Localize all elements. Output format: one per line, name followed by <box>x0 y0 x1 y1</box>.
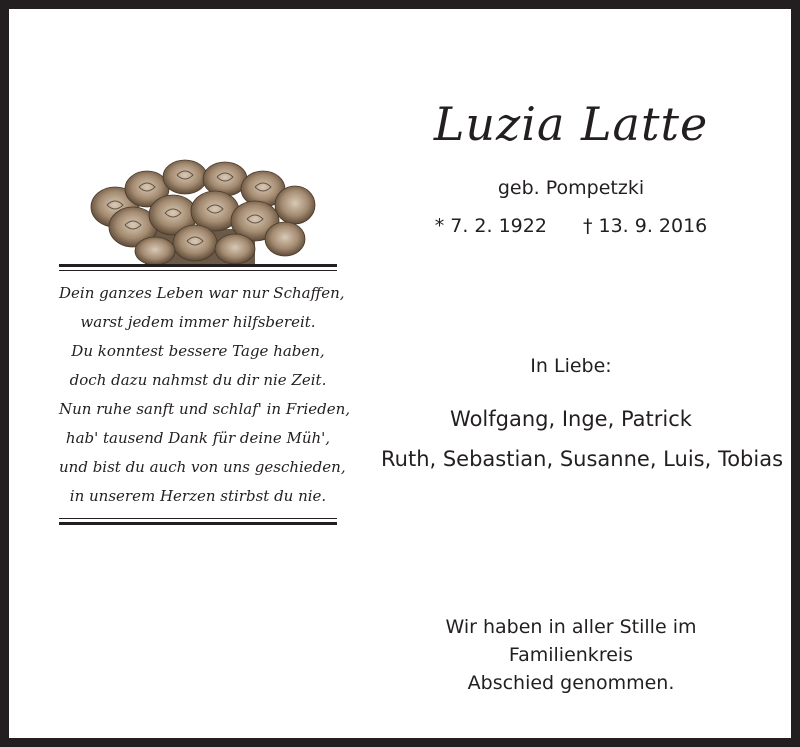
bottom-divider-thick <box>59 522 337 525</box>
roses-bouquet-image <box>85 159 317 267</box>
in-love-label: In Liebe: <box>530 355 612 377</box>
closing-line: Wir haben in aller Stille im Familienkreis <box>445 616 697 666</box>
poem-line: und bist du auch von uns geschieden, <box>59 458 346 476</box>
top-divider-thin <box>59 270 337 271</box>
closing-statement <box>381 613 761 697</box>
poem-line: hab' tausend Dank für deine Müh', <box>65 429 331 447</box>
birth-date: * 7. 2. 1922 <box>434 215 547 237</box>
birth-name: geb. Pompetzki <box>497 177 645 199</box>
poem-line: Dein ganzes Leben war nur Schaffen, <box>59 284 345 302</box>
family-names-line-2: Ruth, Sebastian, Susanne, Luis, Tobias <box>381 447 784 471</box>
poem-line: in unserem Herzen stirbst du nie. <box>69 487 327 505</box>
bottom-divider-thin <box>59 518 337 519</box>
poem-line: doch dazu nahmst du dir nie Zeit. <box>69 371 327 389</box>
top-divider-thick <box>59 264 337 267</box>
closing-line: Abschied genommen. <box>467 672 675 694</box>
death-date: † 13. 9. 2016 <box>582 215 708 237</box>
deceased-name: Luzia Latte <box>433 97 709 151</box>
poem-line: Du konntest bessere Tage haben, <box>71 342 325 360</box>
memorial-poem <box>59 279 351 511</box>
family-names-line-1: Wolfgang, Inge, Patrick <box>450 407 692 431</box>
life-dates <box>389 215 753 237</box>
poem-line: warst jedem immer hilfsbereit. <box>80 313 316 331</box>
poem-line: Nun ruhe sanft und schlaf' in Frieden, <box>59 400 351 418</box>
